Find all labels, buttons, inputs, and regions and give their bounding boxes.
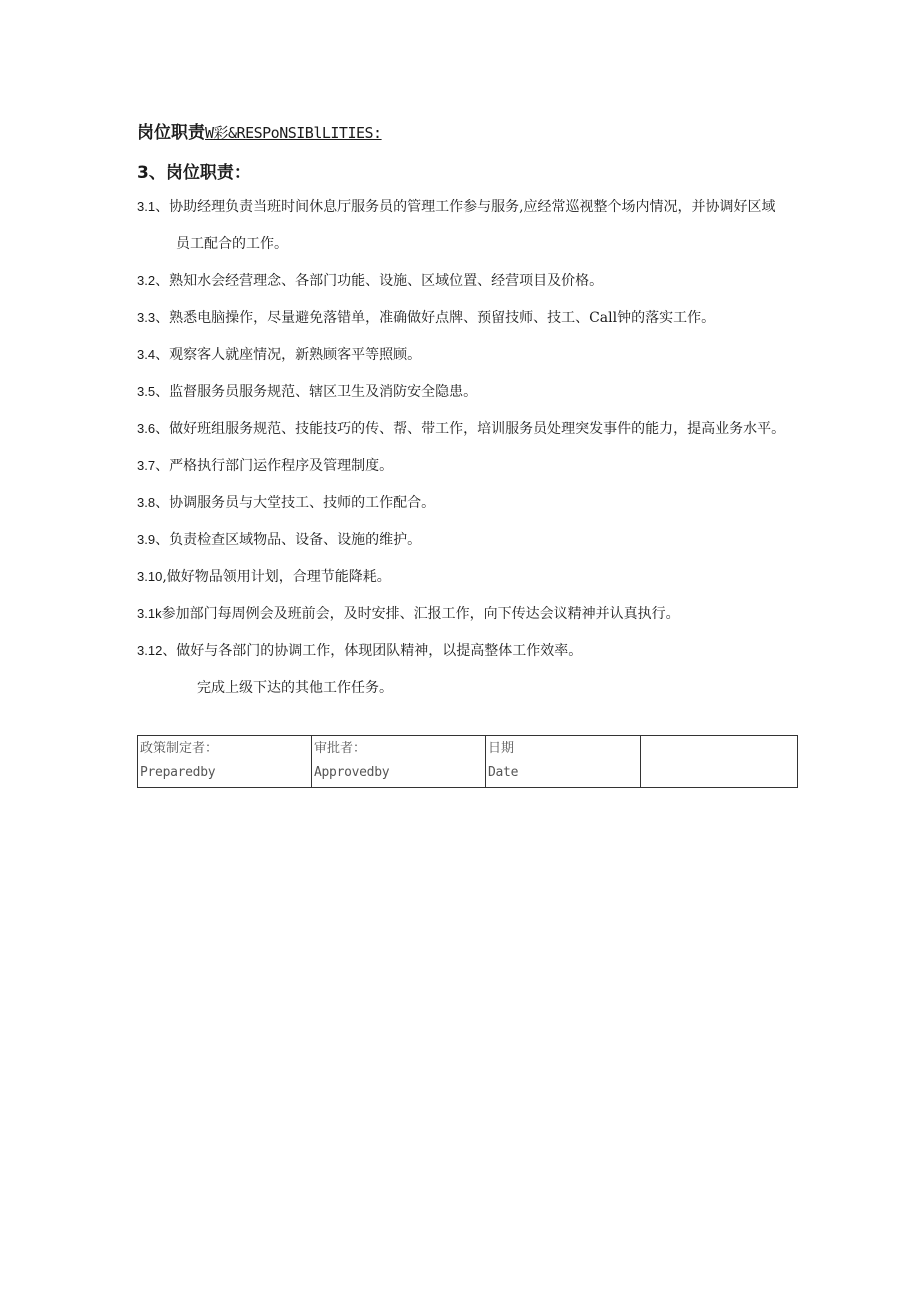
list-item: 3.8、协调服务员与大堂技工、技师的工作配合。 <box>137 495 436 511</box>
list-item: 3.3、熟悉电脑操作，尽量避免落错单，准确做好点牌、预留技师、技工、Call钟的落实工作。 <box>137 310 716 326</box>
list-item: 3.1k参加部门每周例会及班前会，及时安排、汇报工作，向下传达会议精神并认真执行。 <box>137 606 680 622</box>
date-label-en: Date <box>488 765 519 780</box>
prepared-by-label-cn: 政策制定者： <box>140 741 219 756</box>
prepared-by-label-en: Preparedby <box>140 765 216 780</box>
heading-en: W彩&RESPoNSIBlLITIES: <box>205 124 382 142</box>
signature-table <box>137 735 798 788</box>
list-item: 3.7、严格执行部门运作程序及管理制度。 <box>137 458 394 474</box>
list-item: 3.4、观察客人就座情况，新熟顾客平等照顾。 <box>137 347 422 363</box>
list-item: 3.5、监督服务员服务规范、辖区卫生及消防安全隐患。 <box>137 384 478 400</box>
list-item: 3.1、协助经理负责当班时间休息厅服务员的管理工作参与服务,应经常巡视整个场内情况，并协调好区域 <box>137 199 776 215</box>
heading-cn: 岗位职责 <box>137 123 205 143</box>
approved-by-label-en: Approvedby <box>314 765 390 780</box>
responsibility-list <box>137 197 857 715</box>
document-heading <box>137 118 382 143</box>
list-item-continuation: 员工配合的工作。 <box>176 236 288 252</box>
list-item: 3.10,做好物品领用计划，合理节能降耗。 <box>137 569 391 585</box>
list-item: 3.2、熟知水会经营理念、各部门功能、设施、区域位置、经营项目及价格。 <box>137 273 604 289</box>
prepared-by-cell <box>138 736 312 788</box>
approved-by-label-cn: 审批者： <box>314 741 367 756</box>
date-label-cn: 日期 <box>488 741 515 756</box>
blank-cell <box>641 736 798 788</box>
list-item: 3.9、负责检查区域物品、设备、设施的维护。 <box>137 532 422 548</box>
approved-by-cell <box>312 736 486 788</box>
list-item: 3.6、做好班组服务规范、技能技巧的传、帮、带工作，培训服务员处理突发事件的能力，提高业务水平。 <box>137 421 786 437</box>
list-item-final-note: 完成上级下达的其他工作任务。 <box>197 680 393 696</box>
list-item: 3.12、做好与各部门的协调工作，体现团队精神，以提高整体工作效率。 <box>137 643 583 659</box>
date-cell <box>486 736 641 788</box>
section-title: 3、岗位职责： <box>137 163 251 183</box>
